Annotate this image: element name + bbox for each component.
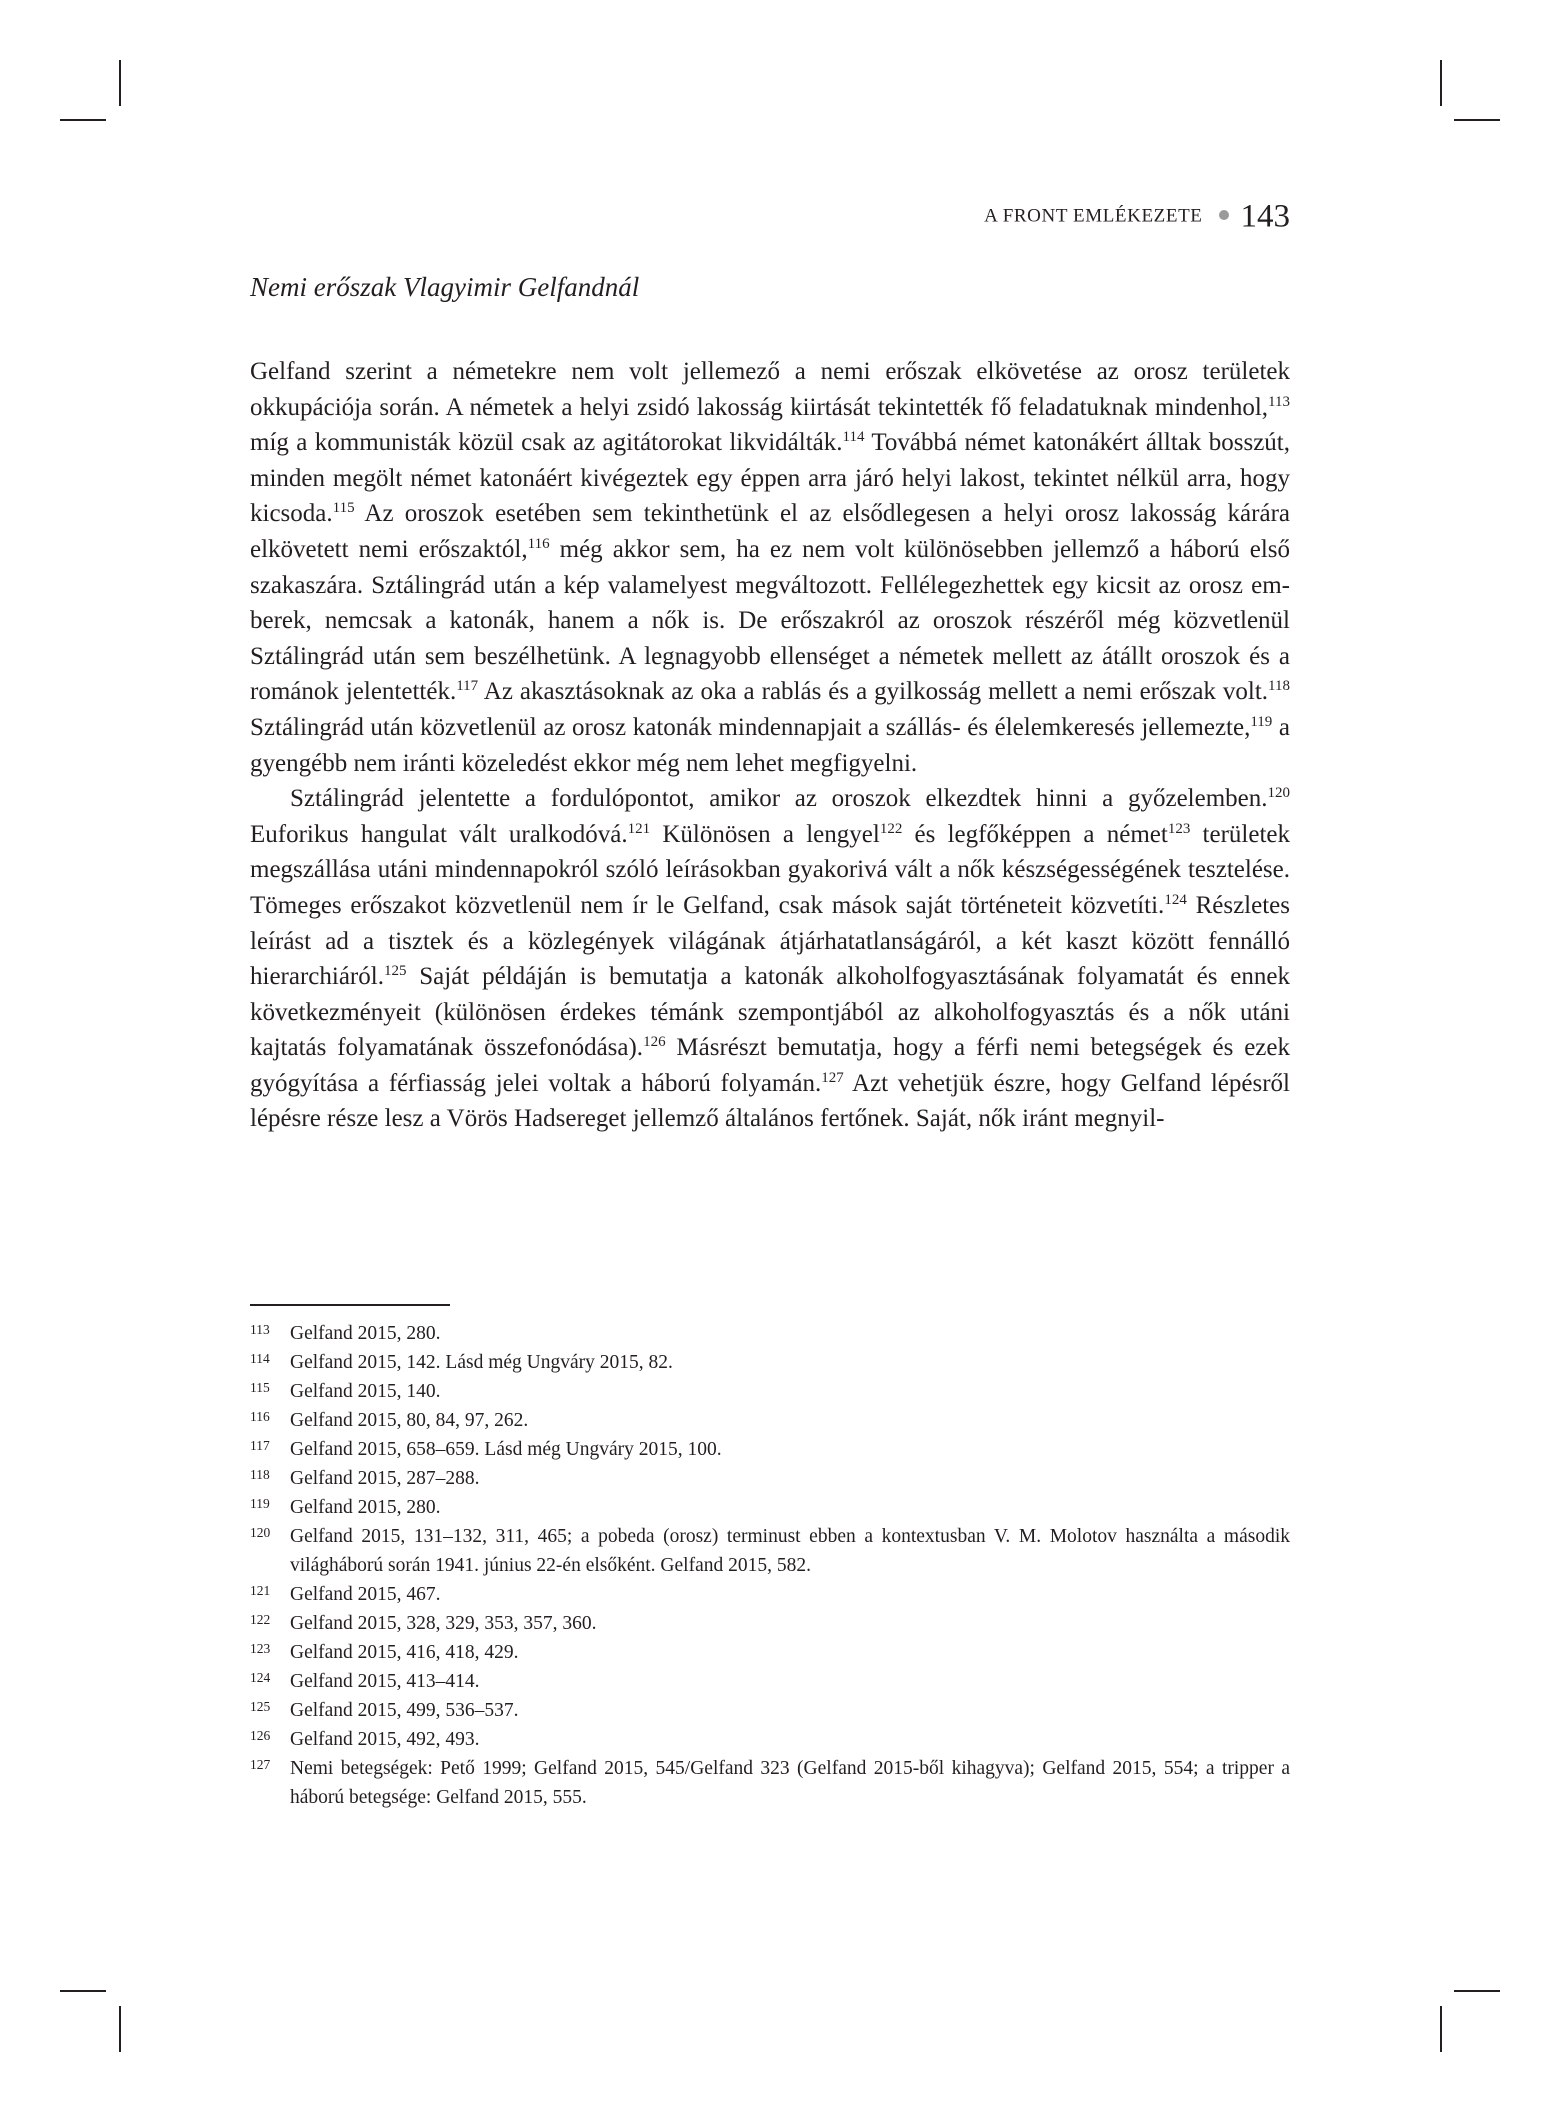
- footnote-text: Gelfand 2015, 328, 329, 353, 357, 360.: [290, 1613, 597, 1634]
- crop-mark-bottom-right: [1454, 1990, 1500, 1992]
- footnote-item: [250, 1754, 1290, 1812]
- text-run: és legfőképpen a német: [902, 820, 1168, 848]
- footnote-number: 113: [250, 1322, 270, 1337]
- footnote-item: [250, 1696, 1290, 1725]
- footnote-number: 123: [250, 1641, 271, 1656]
- crop-mark-bottom-left: [119, 2006, 121, 2052]
- footnote-text: Gelfand 2015, 658–659. Lásd még Ungváry 2015, 100.: [290, 1439, 722, 1460]
- text-run: Azt vehetjük észre, hogy Gelfand lépésről lépésre része lesz a Vörös Hadsereget jellemző általános fertőnek. Saját, nők iránt megnyil-: [250, 1069, 1290, 1133]
- footnote-ref[interactable]: 120: [1267, 785, 1290, 802]
- text-run: Különösen a lengyel: [650, 820, 880, 848]
- text-run: Részletes leírást ad a tisztek és a közlegények világának átjárhatatlanságáról, a két kaszt között fennálló hierarchiáról.: [250, 891, 1290, 991]
- crop-mark-bottom-left: [60, 1990, 106, 1992]
- footnote-text: Gelfand 2015, 499, 536–537.: [290, 1700, 519, 1721]
- footnote-ref[interactable]: 123: [1167, 820, 1191, 837]
- footnote-item: [250, 1464, 1290, 1493]
- footnote-number: 116: [250, 1409, 270, 1424]
- body-text: [250, 354, 1290, 1137]
- footnote-number: 118: [250, 1467, 270, 1482]
- body-paragraph: [250, 354, 1290, 781]
- footnote-ref[interactable]: 115: [332, 500, 355, 517]
- footnote-number: 114: [250, 1351, 270, 1366]
- footnote-ref[interactable]: 114: [842, 429, 865, 446]
- crop-mark-bottom-right: [1440, 2006, 1442, 2052]
- footnote-ref[interactable]: 116: [527, 535, 550, 552]
- text-run: Az akasztásoknak az oka a rablás és a gyilkosság mellett a nemi erőszak volt.: [478, 678, 1269, 706]
- text-run: Gelfand szerint a németekre nem volt jellemező a nemi erőszak elkövetése az orosz területek okkupációja során. A németek a helyi zsidó lakosság kiirtását tekintették fő feladatuknak mindenhol,: [250, 358, 1290, 421]
- crop-mark-top-left: [60, 119, 106, 121]
- footnote-ref[interactable]: 113: [1268, 393, 1290, 410]
- text-run: még akkor sem, ha ez nem volt különösebben jellemző a háború első szakaszára. Sztálingrád után a kép valamelyest megváltozott. Fellélegezhettek egy kicsit az orosz emberek, nemcsak a katonák, hanem a nők is. De erőszakról az oroszok részéről még közvetlenül Sztálingrád után sem beszélhetünk. A legnagyobb ellenséget a németek mellett az átállt oroszok és a románok jelentették.: [250, 535, 1290, 706]
- crop-mark-top-right: [1454, 119, 1500, 121]
- footnote-ref[interactable]: 127: [821, 1069, 844, 1086]
- footnote-text: Gelfand 2015, 80, 84, 97, 262.: [290, 1410, 529, 1431]
- footnote-item: [250, 1319, 1290, 1348]
- footnote-number: 122: [250, 1612, 271, 1627]
- footnote-text: Gelfand 2015, 280.: [290, 1497, 441, 1518]
- text-run: Az oroszok esetében sem tekinthetünk el az elsődlegesen a helyi orosz lakosság kárára elkövetett nemi erőszaktól,: [250, 500, 1290, 563]
- footnote-ref[interactable]: 118: [1268, 678, 1290, 695]
- text-run: a gyengébb nem iránti közeledést ekkor még nem lehet megfigyelni.: [250, 713, 1290, 777]
- footnote-item: [250, 1609, 1290, 1638]
- footnote-number: 127: [250, 1757, 271, 1772]
- footnote-ref[interactable]: 117: [456, 678, 479, 695]
- footnote-ref[interactable]: 121: [627, 820, 651, 837]
- footnote-text: Gelfand 2015, 492, 493.: [290, 1729, 480, 1750]
- text-run: Sztálingrád jelentette a fordulópontot, amikor az oroszok elkezdtek hinni a győzelemben.: [290, 785, 1268, 813]
- text-run: Továbbá német katonákért álltak bosszút, minden megölt német katonáért kivégeztek egy éppen arra járó helyi lakost, tekintet nélkül arra, hogy kicsoda.: [250, 429, 1290, 528]
- text-run: területek megszállása utáni mindennapokról szóló leírásokban gyakorivá vált a nők készségességének tesztelése. Tömeges erőszakot közvetlenül nem ír le Gelfand, csak mások saját történeteit közvetíti.: [250, 820, 1290, 919]
- footnote-number: 121: [250, 1583, 271, 1598]
- text-run: Másrészt bemutatja, hogy a férfi nemi betegségek és ezek gyógyítása a férfiasság jelei voltak a háború folyamán.: [250, 1034, 1290, 1097]
- footnote-number: 124: [250, 1670, 271, 1685]
- footnote-number: 117: [250, 1438, 270, 1453]
- footnote-ref[interactable]: 124: [1164, 891, 1187, 908]
- footnote-text: Gelfand 2015, 467.: [290, 1584, 441, 1605]
- footnote-rule: [250, 1304, 450, 1306]
- text-run: míg a kommunisták közül csak az agitátorokat likvidálták.: [250, 429, 843, 457]
- footnote-item: [250, 1406, 1290, 1435]
- footnote-text: Gelfand 2015, 131–132, 311, 465; a pobeda (orosz) terminust ebben a kontextusban V. M. Molotov használta a második világháború során 1941. június 22-én elsőként. Gelfand 2015, 582.: [290, 1526, 1290, 1576]
- text-run: Saját példáján is bemutatja a katonák alkoholfogyasztásának folyamatát és ennek következményeit (különösen érdekes témánk szempontjából az alkoholfogyasztás és a nők utáni kajtatás folyamatának összefonódása).: [250, 963, 1290, 1062]
- section-title: Nemi erőszak Vlagyimir Gelfandnál: [250, 272, 640, 302]
- body-paragraph: [250, 781, 1290, 1137]
- footnote-item: [250, 1667, 1290, 1696]
- running-header: [250, 196, 1290, 237]
- footnote-ref[interactable]: 122: [879, 820, 903, 837]
- footnote-number: 115: [250, 1380, 270, 1395]
- footnote-number: 120: [250, 1525, 271, 1540]
- footnote-text: Gelfand 2015, 413–414.: [290, 1671, 480, 1692]
- footnote-number: 126: [250, 1728, 271, 1743]
- footnote-item: [250, 1377, 1290, 1406]
- footnote-item: [250, 1580, 1290, 1609]
- footnote-number: 125: [250, 1699, 271, 1714]
- footnote-item: [250, 1522, 1290, 1580]
- footnote-ref[interactable]: 119: [1250, 713, 1273, 730]
- footnote-text: Gelfand 2015, 142. Lásd még Ungváry 2015, 82.: [290, 1352, 673, 1373]
- footnote-text: Gelfand 2015, 416, 418, 429.: [290, 1642, 519, 1663]
- footnote-text: Gelfand 2015, 140.: [290, 1381, 441, 1402]
- text-run: Sztálingrád után közvetlenül az orosz katonák mindennapjait a szállás- és élelemkeresés jellemezte,: [250, 713, 1251, 741]
- footnote-text: Gelfand 2015, 287–288.: [290, 1468, 480, 1489]
- footnote-text: Nemi betegségek: Pető 1999; Gelfand 2015, 545/Gelfand 323 (Gelfand 2015-ből kihagyva); Gelfand 2015, 554; a tripper a háború betegsége: Gelfand 2015, 555.: [290, 1758, 1290, 1808]
- footnote-ref[interactable]: 125: [383, 963, 407, 980]
- footnote-item: [250, 1638, 1290, 1667]
- footnote-item: [250, 1725, 1290, 1754]
- footnote-list: [250, 1319, 1290, 1812]
- crop-mark-top-right: [1440, 60, 1442, 106]
- footnote-item: [250, 1435, 1290, 1464]
- footnote-number: 119: [250, 1496, 270, 1511]
- footnote-ref[interactable]: 126: [643, 1034, 666, 1051]
- separator-dot-icon: [1219, 210, 1229, 220]
- page-number: 143: [1240, 198, 1290, 235]
- running-title: A FRONT EMLÉKEZETE: [984, 205, 1203, 227]
- text-run: Euforikus hangulat vált uralkodóvá.: [250, 820, 628, 848]
- footnote-item: [250, 1493, 1290, 1522]
- footnote-item: [250, 1348, 1290, 1377]
- crop-mark-top-left: [119, 60, 121, 106]
- footnote-text: Gelfand 2015, 280.: [290, 1323, 441, 1344]
